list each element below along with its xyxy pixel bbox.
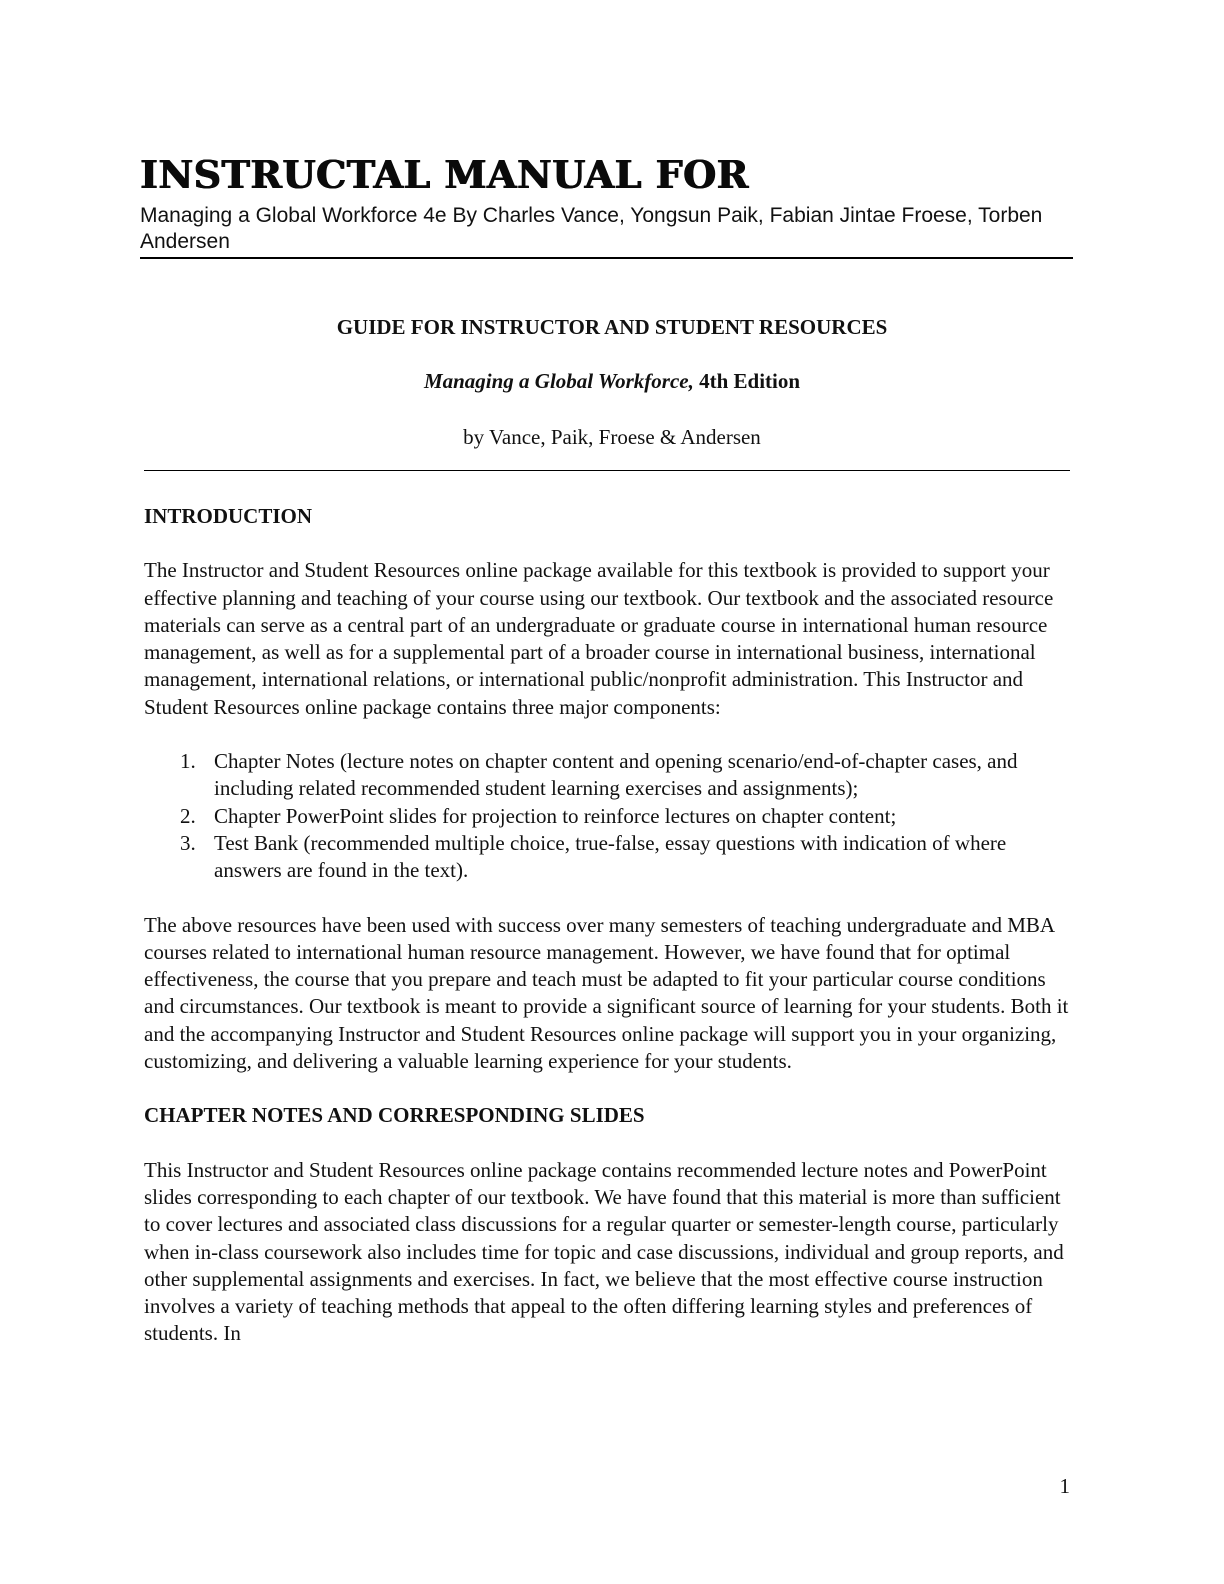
book-authors: by Vance, Paik, Froese & Andersen	[463, 425, 761, 449]
manual-title: INSTRUCTAL MANUAL FOR	[140, 152, 749, 197]
manual-subtitle: Managing a Global Workforce 4e By Charles Vance, Yongsun Paik, Fabian Jintae Froese, Torben Andersen	[140, 204, 1043, 253]
body-content	[144, 503, 1074, 1375]
book-title-line	[0, 368, 1224, 394]
list-item-number: 1.	[180, 749, 196, 774]
list-item	[180, 803, 1074, 830]
section-divider	[144, 470, 1070, 471]
components-list	[144, 748, 1074, 884]
list-item-text: Chapter PowerPoint slides for projection to reinforce lectures on chapter content;	[214, 803, 897, 828]
guide-title: GUIDE FOR INSTRUCTOR AND STUDENT RESOURCES	[336, 315, 888, 339]
chapter-notes-paragraph-1: This Instructor and Student Resources online package contains recommended lecture notes and PowerPoint slides corresponding to each chapter of our textbook. We have found that this material is more than sufficient to cover lectures and associated class discussions for a regular quarter or semester-length course, particularly when in-class coursework also includes time for topic and case discussions, individual and group reports, and other supplemental assignments and exercises. In fact, we believe that the most effective course instruction involves a variety of teaching methods that appeal to the often differing learning styles and preferences of students. In	[144, 1157, 1064, 1346]
book-name: Managing a Global Workforce,	[423, 369, 694, 393]
list-item-text: Test Bank (recommended multiple choice, true-false, essay questions with indication of where answers are found in the text).	[214, 830, 1007, 883]
introduction-paragraph-1: The Instructor and Student Resources online package available for this textbook is provided to support your effective planning and teaching of your course using our textbook. Our textbook and the associated resource materials can serve as a central part of an undergraduate or graduate course in international human resource management, as well as for a supplemental part of a broader course in international business, international management, international relations, or international public/nonprofit administration. This Instructor and Student Resources online package contains three major components:	[144, 558, 1054, 719]
introduction-heading: INTRODUCTION	[144, 504, 313, 528]
chapter-notes-heading: CHAPTER NOTES AND CORRESPONDING SLIDES	[144, 1103, 645, 1128]
list-item-number: 3.	[180, 830, 196, 855]
list-item	[180, 748, 1074, 803]
page-number: 1	[1059, 1474, 1070, 1498]
list-item-number: 2.	[180, 803, 196, 828]
introduction-paragraph-2: The above resources have been used with success over many semesters of teaching undergraduate and MBA courses related to international human resource management. However, we have found that for optimal effectiveness, the course that you prepare and teach must be adapted to fit your particular course conditions and circumstances. Our textbook is meant to provide a significant source of learning for your students. Both it and the accompanying Instructor and Student Resources online package will support you in your organizing, customizing, and delivering a valuable learning experience for your students.	[144, 912, 1069, 1074]
list-item-text: Chapter Notes (lecture notes on chapter content and opening scenario/end-of-chapter cases, and including related recommended student learning exercises and assignments);	[214, 749, 1018, 801]
header-divider	[140, 257, 1073, 259]
list-item	[180, 830, 1074, 885]
book-edition: 4th Edition	[699, 369, 801, 393]
